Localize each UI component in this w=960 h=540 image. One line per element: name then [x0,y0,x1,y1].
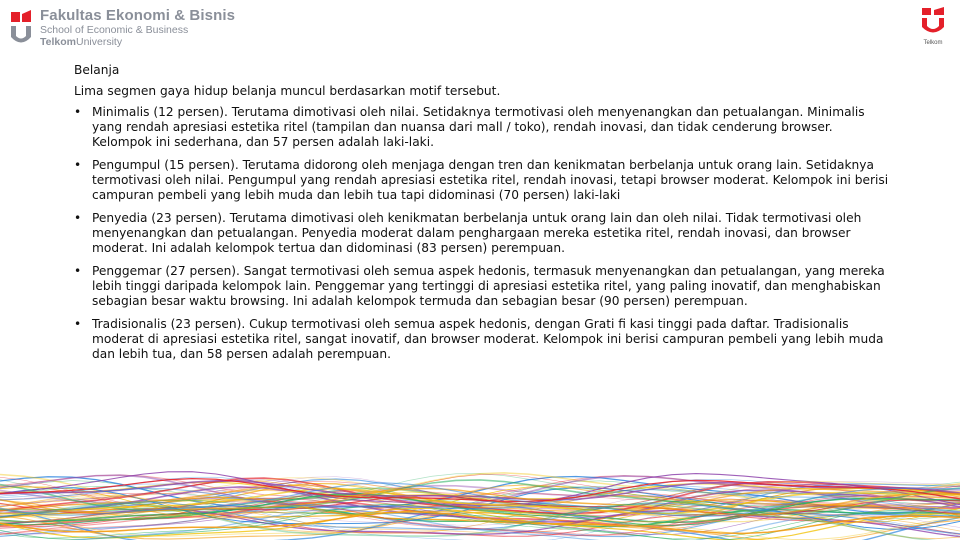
slide-intro: Lima segmen gaya hidup belanja muncul berdasarkan motif tersebut. [74,84,501,98]
bullet-icon: • [74,264,82,278]
school-name: School of Economic & Business [40,24,189,36]
corner-logo-label: Telkom [923,40,943,46]
slide-title: Belanja [74,63,120,77]
list-item: • Penggemar (27 persen). Sangat termotivasi oleh semua aspek hedonis, termasuk menyenangkan dan petualangan, yang mereka lebih tinggi daripada kelompok lain. Penggemar yang tertinggi di apresiasi estetika ritel, yang paling inovatif, dan menghabiskan sebagian besar waktu browsing. Ini adalah kelompok termuda dan sebagian besar (90 persen) perempuan. [74,264,885,308]
list-item: • Penyedia (23 persen). Terutama dimotivasi oleh kenikmatan berbelanja untuk orang lain dan oleh nilai. Tidak termotivasi oleh menyenangkan dan petualangan. Penyedia moderat dalam penghargaan mereka estetika ritel, rendah inovasi, dan browser moderat. Ini adalah kelompok tertua dan didominasi (83 persen) perempuan. [74,211,862,255]
university-name: TelkomUniversity [40,35,123,48]
telkom-logo-icon [8,8,34,46]
list-item: • Pengumpul (15 persen). Terutama didorong oleh menjaga dengan tren dan kenikmatan berbelanja untuk orang lain. Setidaknya termotivasi oleh nilai. Pengumpul yang rendah apresiasi estetika ritel, rendah inovasi, tetapi browser moderat. Kelompok ini berisi campuran pembeli yang lebih muda dan lebih tua tapi didominasi (70 persen) laki-laki [74,158,889,202]
bullet-icon: • [74,317,82,331]
telkom-corner-logo-icon [916,6,950,62]
list-item: • Tradisionalis (23 persen). Cukup termotivasi oleh semua aspek hedonis, dengan Grati fi kasi tinggi pada daftar. Tradisionalis moderat di apresiasi estetika ritel, sangat inovatif, dan browser moderat. Kelompok ini berisi campuran pembeli yang lebih muda dan lebih tua, dan 58 persen adalah perempuan. [74,317,884,361]
bullet-icon: • [74,105,82,119]
slide-content [74,63,894,370]
bullet-icon: • [74,211,82,225]
faculty-logo [8,8,235,47]
bullet-list [74,105,894,362]
bullet-icon: • [74,158,82,172]
list-item: • Minimalis (12 persen). Terutama dimotivasi oleh nilai. Setidaknya termotivasi oleh menyenangkan dan petualangan. Minimalis yang rendah apresiasi estetika ritel (tampilan dan nuansa dari mall / toko), rendah inovasi, dan tidak cenderung browser. Kelompok ini sederhana, dan 57 persen adalah laki-laki. [74,105,865,149]
footer-decorative-wave [0,470,960,540]
faculty-name: Fakultas Ekonomi & Bisnis [40,7,236,24]
